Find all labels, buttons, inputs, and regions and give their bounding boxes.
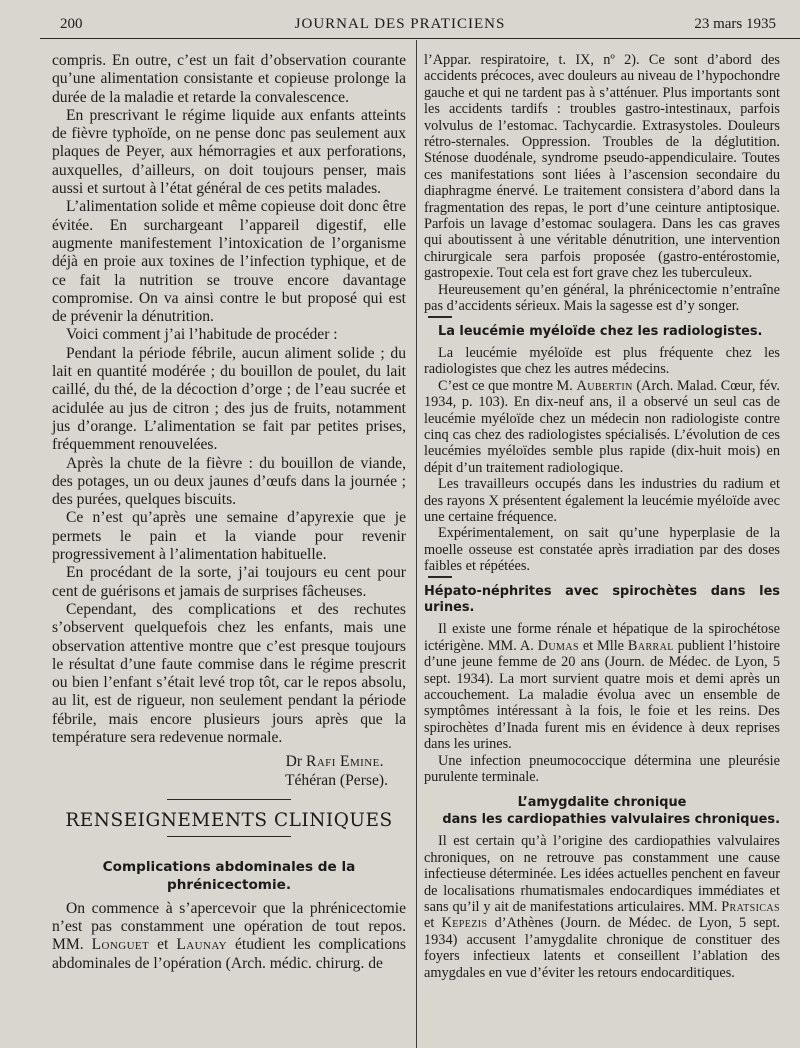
section-rule (52, 834, 406, 852)
author-name: Barral (627, 637, 674, 654)
paragraph: Pendant la période fébrile, aucun aliment solide ; du lait en quantité modérée ; du bouillon de poulet, du lait caillé, du thé, de la décoction d’orge ; de l’eau sucrée et acidulée au jus de citron ; des jus de fruits, notamment jus d’orange. L’alimentation se fait par petites prises, fréquemment renouvelées. (52, 344, 406, 454)
paragraph: Après la chute de la fièvre : du bouillon de viande, des potages, un ou deux jaunes d’œufs dans la journée ; des purées, quelques biscuits. (52, 454, 406, 509)
paragraph: En prescrivant le régime liquide aux enfants atteints de fièvre typhoïde, on ne pense donc pas seulement aux plaques de Peyer, aux hémorragies et aux perforations, auxquelles, d’ailleurs, on doit toujours penser, mais aussi et surtout à l’état général de ces petits malades. (52, 106, 406, 198)
paragraph: On commence à s’apercevoir que la phrénicectomie n’est pas constamment une opération de tout repos. MM. Longuet et Launay étudient les complications abdominales de l’opération (Arch. médic. chirurg. de (52, 899, 406, 972)
section-rule (52, 790, 406, 808)
paragraph: L’alimentation solide et même copieuse doit donc être évitée. En surchargeant l’appareil digestif, elle augmente manifestement l’intoxication de l’organisme déjà en proie aux toxines de l’infection typhique, et de ce fait la nutrition se trouve encore davantage compromise. On va ainsi contre le but proposé qui est de prévenir la dénutrition. (52, 198, 406, 326)
article-heading: Hépato-néphrites avec spirochètes dans les urines. (424, 583, 780, 615)
author-name: Launay (176, 936, 228, 954)
paragraph: Voici comment j’ai l’habitude de procéder : (66, 326, 338, 344)
running-header (22, 16, 778, 40)
column-divider (416, 40, 417, 1048)
article-heading: L’amygdalite chronique dans les cardiopathies valvulaires chroniques. (442, 795, 780, 827)
paragraph: Les travailleurs occupés dans les industries du radium et des rayons X présentent également la leucémie myéloïde avec une certaine fréquence. (424, 476, 780, 525)
article-heading: Complications abdominales de la phrénicectomie. (102, 859, 356, 894)
paragraph: C’est ce que montre M. Aubertin (Arch. Malad. Cœur, fév. 1934, p. 103). En dix-neuf ans, il a observé un seul cas de leucémie myéloïde chez un médecin non radiologiste contre cinq cas chez des radiologistes spécialisés. L’évolution de ces leucémies myéloïdes semble plus rapide (dix-huit mois) en dépit d’un traitement radiologique. (424, 377, 781, 476)
paragraph: Heureusement qu’en général, la phrénicectomie n’entraîne pas d’accidents sérieux. Mais la sagesse est d’y songer. (424, 281, 780, 315)
issue-date: 23 mars 1935 (694, 16, 776, 32)
journal-title: JOURNAL DES PRATICIENS (294, 16, 506, 32)
separator-mark (428, 576, 452, 578)
article-heading: La leucémie myéloïde chez les radiologistes. (438, 323, 763, 339)
signature-title: Dr (285, 753, 307, 771)
author-name: Pratsicas (721, 898, 780, 915)
paragraph: compris. En outre, c’est un fait d’observation courante qu’une alimentation consistante et copieuse prolonge la durée de la maladie et retarde la convalescence. (52, 52, 406, 106)
section-title: RENSEIGNEMENTS CLINIQUES (65, 809, 393, 831)
paragraph: Une infection pneumococcique détermina une pleurésie purulente terminale. (424, 752, 780, 786)
paragraph: Expérimentalement, on sait qu’une hyperplasie de la moelle osseuse est constatée après irradiation par des doses faibles et répétées. (424, 525, 780, 575)
author-name: Dumas (537, 637, 579, 654)
header-rule (40, 38, 800, 39)
author-name: Aubertin (576, 377, 633, 394)
paragraph: Ce n’est qu’après une semaine d’apyrexie que je permets le pain et la viande pour revenir progressivement à l’alimentation habituelle. (52, 509, 406, 564)
author-name: Kepezis (441, 915, 488, 932)
paragraph: En procédant de la sorte, j’ai toujours eu cent pour cent de guérisons et jamais de surprises fâcheuses. (52, 564, 406, 600)
right-column (424, 52, 780, 981)
paragraph: Il est certain qu’à l’origine des cardiopathies valvulaires chroniques, on ne retrouve pas constamment une cause infectieuse déterminée. Les idées actuelles penchent en faveur de localisations rhumatismales endocardiques immédiates et sans qu’il y ait de manifestations articulaires. MM. Pratsicas et Kepezis d’Athènes (Journ. de Médec. de Lyon, 5 sept. 1934) accusent l’amygdalite chronique de constituer des foyers infectieux latents et conseillent l’ablation des amygdales en vue d’éviter les retours endocarditiques. (424, 833, 780, 981)
left-column (52, 52, 406, 973)
signature-name: Rafi Emine. (306, 753, 384, 771)
author-signature (52, 753, 406, 790)
signature-place: Téhéran (Perse). (284, 771, 388, 789)
paragraph: l’Appar. respiratoire, t. IX, nº 2). Ce sont d’abord des accidents précoces, avec douleurs au niveau de l’hypochondre gauche et qui ne tardent pas à s’atténuer. Plus importants sont les accidents tardifs : troubles gastro-intestinaux, parfois volvulus de l’estomac. Tachycardie. Extrasystoles. Douleurs rétro-sternales. Oppression. Troubles de la déglutition. Sténose duodénale, syndrome pseudo-appendiculaire. Toutes ces manifestations sont liées à l’ascension secondaire du diaphragme énervé. Le traitement consistera d’abord dans la fragmentation des repas, le port d’une ceinture antiptosique. Parfois un lavage d’estomac soulagera. Dans les cas graves qui aboutissent à une véritable dénutrition, une intervention chirurgicale sera parfois proposée (gastro-entérostomie, gastropexie. Tout cela est fort grave chez les tuberculeux. (424, 52, 780, 282)
page-number: 200 (60, 16, 83, 32)
separator-mark (428, 316, 452, 318)
author-name: Longuet (91, 936, 150, 954)
paragraph: Cependant, des complications et des rechutes s’observent quelquefois chez les enfants, mais une observation attentive montre que c’est presque toujours le résultat d’une faute commise dans le régime prescrit ou bien l’enfant s’était levé trop tôt, car le repos absolu, au lit, est de rigueur, non seulement pendant la période fébrile, mais encore plusieurs jours après que la température sera redevenue normale. (52, 600, 406, 746)
paragraph: La leucémie myéloïde est plus fréquente chez les radiologistes que chez les autres médecins. (424, 344, 780, 378)
paragraph: Il existe une forme rénale et hépatique de la spirochétose ictérigène. MM. A. Dumas et Mlle Barral publient l’histoire d’une jeune femme de 20 ans (Journ. de Médec. de Lyon, 5 sept. 1934). La mort survient quatre mois et demi après un accouchement. La maladie évolua avec un ensemble de symptômes intéressant à la fois, le foie et les reins. Des spirochètes d’Inada furent mis en évidence à deux reprises dans les urines. (424, 621, 780, 753)
